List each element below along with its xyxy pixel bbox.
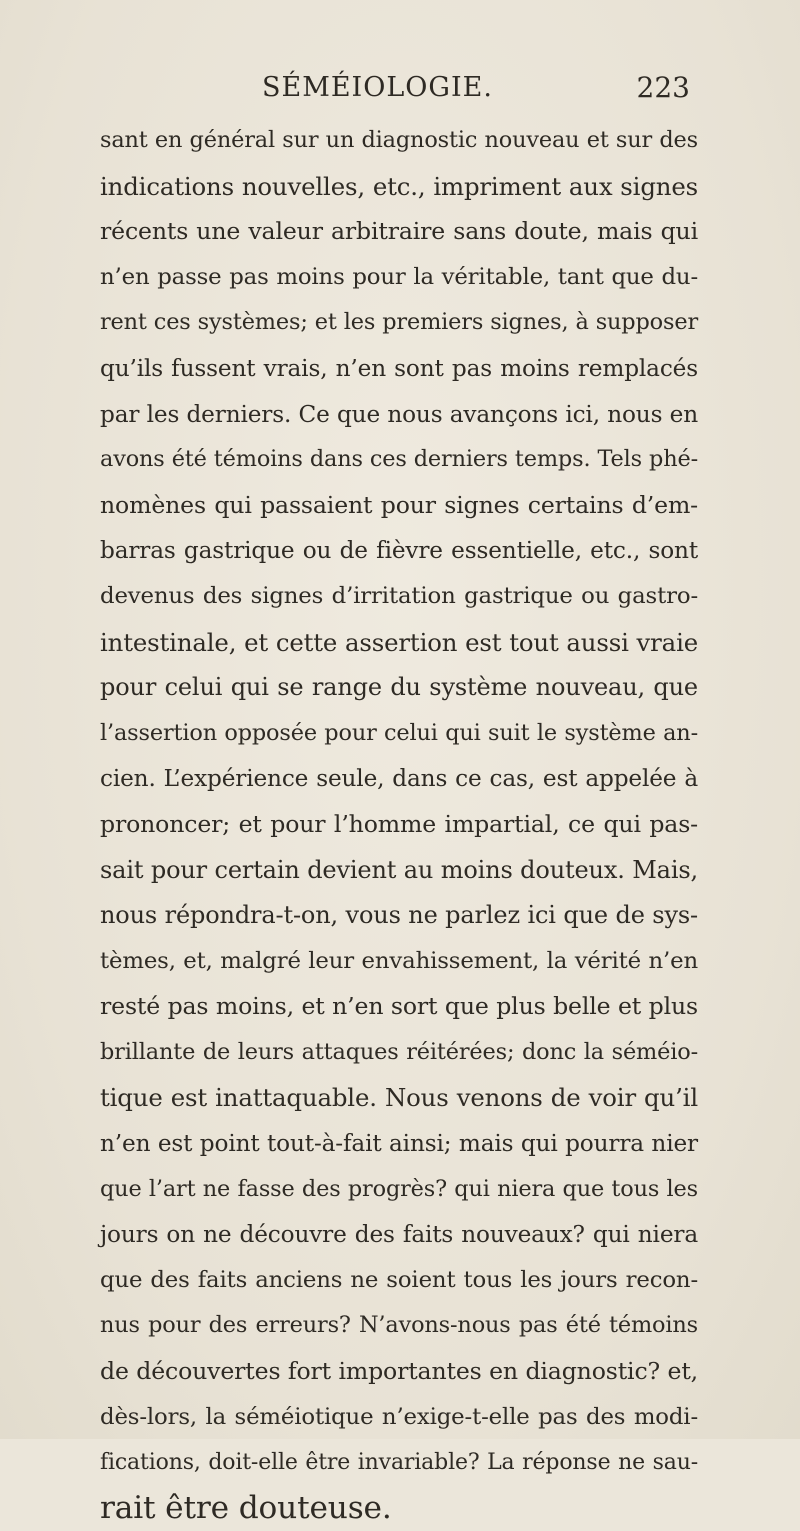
text-line: sant en général sur un diagnostic nouveau et sur des [100, 127, 698, 153]
text-line: récents une valeur arbitraire sans doute, mais qui [100, 217, 698, 246]
text-line: que l’art ne fasse des progrès? qui niera que tous les [100, 1175, 698, 1202]
text-line: tèmes, et, malgré leur envahissement, la vérité n’en [100, 947, 698, 974]
text-line: dès-lors, la séméiotique n’exige-t-elle pas des modi- [100, 1403, 698, 1430]
text-line: rent ces systèmes; et les premiers signes, à supposer [100, 309, 698, 336]
text-line: devenus des signes d’irritation gastrique ou gastro- [100, 582, 698, 609]
text-line: jours on ne découvre des faits nouveaux? qui niera [100, 1221, 698, 1249]
text-line: cien. L’expérience seule, dans ce cas, est appelée à [100, 765, 698, 793]
page-number: 223 [636, 71, 690, 104]
text-line: que des faits anciens ne soient tous les jours recon- [100, 1266, 698, 1293]
text-line: l’assertion opposée pour celui qui suit le système an- [100, 719, 698, 746]
text-line: tique est inattaquable. Nous venons de voir qu’il [100, 1083, 698, 1113]
text-line: par les derniers. Ce que nous avançons ici, nous en [100, 400, 698, 428]
text-line: fications, doit-elle être invariable? La réponse ne sau- [100, 1450, 698, 1476]
text-line: de découvertes fort importantes en diagnostic? et, [100, 1357, 698, 1386]
text-line: nomènes qui passaient pour signes certains d’em- [100, 490, 698, 519]
text-line: rait être douteuse. [100, 1489, 392, 1526]
text-line: sait pour certain devient au moins douteux. Mais, [100, 855, 698, 884]
text-line: avons été témoins dans ces derniers temps. Tels phé- [100, 446, 698, 473]
text-line: intestinale, et cette assertion est tout aussi vraie [100, 627, 698, 657]
text-line: resté pas moins, et n’en sort que plus belle et plus [100, 992, 698, 1021]
text-line: brillante de leurs attaques réitérées; donc la séméio- [100, 1038, 698, 1065]
text-line: barras gastrique ou de fièvre essentielle, etc., sont [100, 537, 698, 565]
text-line: nus pour des erreurs? N’avons-nous pas été témoins [100, 1312, 698, 1339]
text-line: n’en est point tout-à-fait ainsi; mais qui pourra nier [100, 1130, 698, 1158]
text-line: indications nouvelles, etc., impriment aux signes [100, 171, 698, 201]
running-title: SÉMÉIOLOGIE. [262, 72, 493, 103]
text-line: nous répondra-t-on, vous ne parlez ici que de sys- [100, 901, 698, 930]
running-head [100, 68, 690, 108]
text-line: pour celui qui se range du système nouveau, que [100, 673, 698, 702]
text-line: n’en passe pas moins pour la véritable, tant que du- [100, 263, 698, 290]
text-line: prononcer; et pour l’homme impartial, ce qui pas- [100, 809, 698, 838]
text-line: qu’ils fussent vrais, n’en sont pas moins remplacés [100, 354, 698, 382]
body-text [100, 118, 698, 1531]
